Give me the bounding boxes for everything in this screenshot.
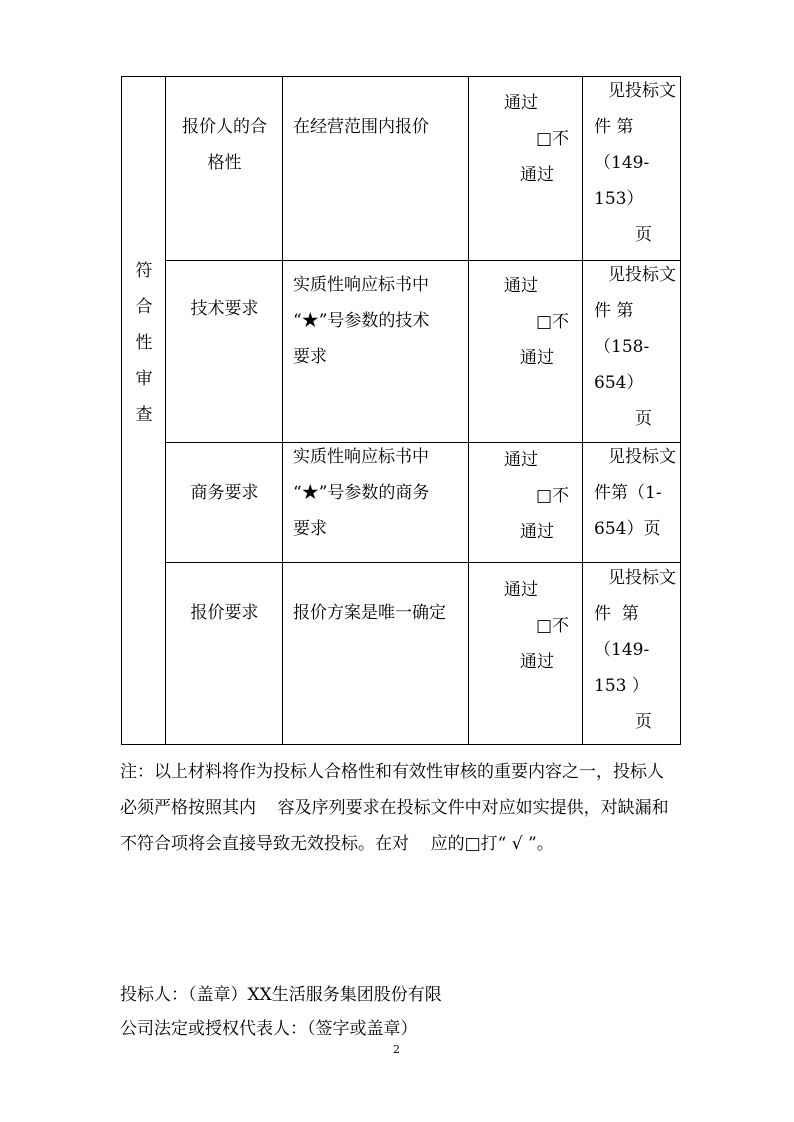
reference-line: （158- (594, 337, 650, 357)
fail-checkbox[interactable]: □不 (535, 312, 569, 332)
description-line: 实质性响应标书中 (293, 447, 429, 467)
criterion-name-line: 格性 (207, 153, 242, 173)
review-result (469, 85, 583, 193)
reference-line: 654） (594, 373, 644, 393)
criterion-name-line: 技术要求 (190, 299, 259, 319)
reference-line: 153） (594, 189, 644, 209)
page-reference (591, 257, 684, 437)
group-label-char: 性 (135, 333, 153, 353)
criterion-description (293, 439, 473, 547)
reference-line: 页 (635, 225, 652, 245)
page-reference (591, 73, 684, 253)
reference-line: 见投标文 (608, 568, 676, 588)
reference-line: 件第（1- (594, 483, 662, 503)
fail-option-label: 通过 (520, 652, 554, 672)
criterion-description (293, 267, 473, 375)
reference-line: （149- (594, 153, 650, 173)
fail-checkbox[interactable]: □不 (535, 129, 569, 149)
reference-line: 见投标文 (608, 265, 676, 285)
group-label-char: 符 (135, 261, 153, 281)
description-line: 要求 (293, 519, 327, 539)
description-line: “★”号参数的商务 (293, 483, 430, 503)
fail-option-label: 通过 (520, 165, 554, 185)
fail-checkbox[interactable]: □不 (535, 486, 569, 506)
criterion-name-line: 商务要求 (190, 483, 259, 503)
group-label-compliance-review (122, 253, 166, 433)
review-result (469, 442, 583, 550)
pass-option: 通过 (504, 450, 538, 470)
review-result (469, 572, 583, 680)
group-label-char: 审 (135, 369, 153, 389)
fail-checkbox[interactable]: □不 (535, 616, 569, 636)
reference-line: 页 (635, 409, 652, 429)
page-number: 2 (393, 1043, 400, 1056)
reference-line: （149- (594, 640, 650, 660)
criterion-name-line: 报价要求 (190, 603, 259, 623)
compliance-review-table (121, 76, 681, 745)
criterion-name (166, 595, 283, 631)
criterion-name (166, 475, 283, 511)
criterion-name (166, 109, 283, 181)
note-line: 不符合项将会直接导致无效投标。在对 应的□打“ √ ”。 (120, 834, 554, 854)
reference-line: 件 第 (594, 301, 634, 321)
table-note (120, 754, 690, 862)
description-line: “★”号参数的技术 (293, 311, 430, 331)
note-line: 注：以上材料将作为投标人合格性和有效性审核的重要内容之一，投标人 (120, 762, 664, 782)
fail-option-label: 通过 (520, 348, 554, 368)
note-line: 必须严格按照其内 容及序列要求在投标文件中对应如实提供，对缺漏和 (120, 798, 669, 818)
page-reference (591, 560, 684, 740)
group-label-char: 合 (135, 297, 153, 317)
pass-option: 通过 (504, 276, 538, 296)
review-result (469, 268, 583, 376)
pass-option: 通过 (504, 93, 538, 113)
description-line: 在经营范围内报价 (293, 117, 429, 137)
pass-option: 通过 (504, 580, 538, 600)
reference-line: 件 第 (594, 117, 634, 137)
criterion-description (293, 595, 473, 631)
description-line: 要求 (293, 347, 327, 367)
criterion-name (166, 291, 283, 327)
description-line: 报价方案是唯一确定 (293, 603, 446, 623)
bidder-signature-line: 投标人：（盖章）XX生活服务集团股份有限 (120, 985, 442, 1005)
criterion-description (293, 109, 473, 145)
representative-signature-line: 公司法定或授权代表人：（签字或盖章） (120, 1019, 418, 1039)
page-reference (591, 439, 684, 547)
reference-line: 件 第 (594, 604, 639, 624)
reference-line: 页 (635, 712, 652, 732)
criterion-name-line: 报价人的合 (182, 117, 267, 137)
fail-option-label: 通过 (520, 522, 554, 542)
reference-line: 153 ） (594, 676, 649, 696)
group-label-char: 查 (135, 405, 153, 425)
reference-line: 见投标文 (608, 81, 676, 101)
description-line: 实质性响应标书中 (293, 275, 429, 295)
reference-line: 654）页 (594, 519, 661, 539)
reference-line: 见投标文 (608, 447, 676, 467)
